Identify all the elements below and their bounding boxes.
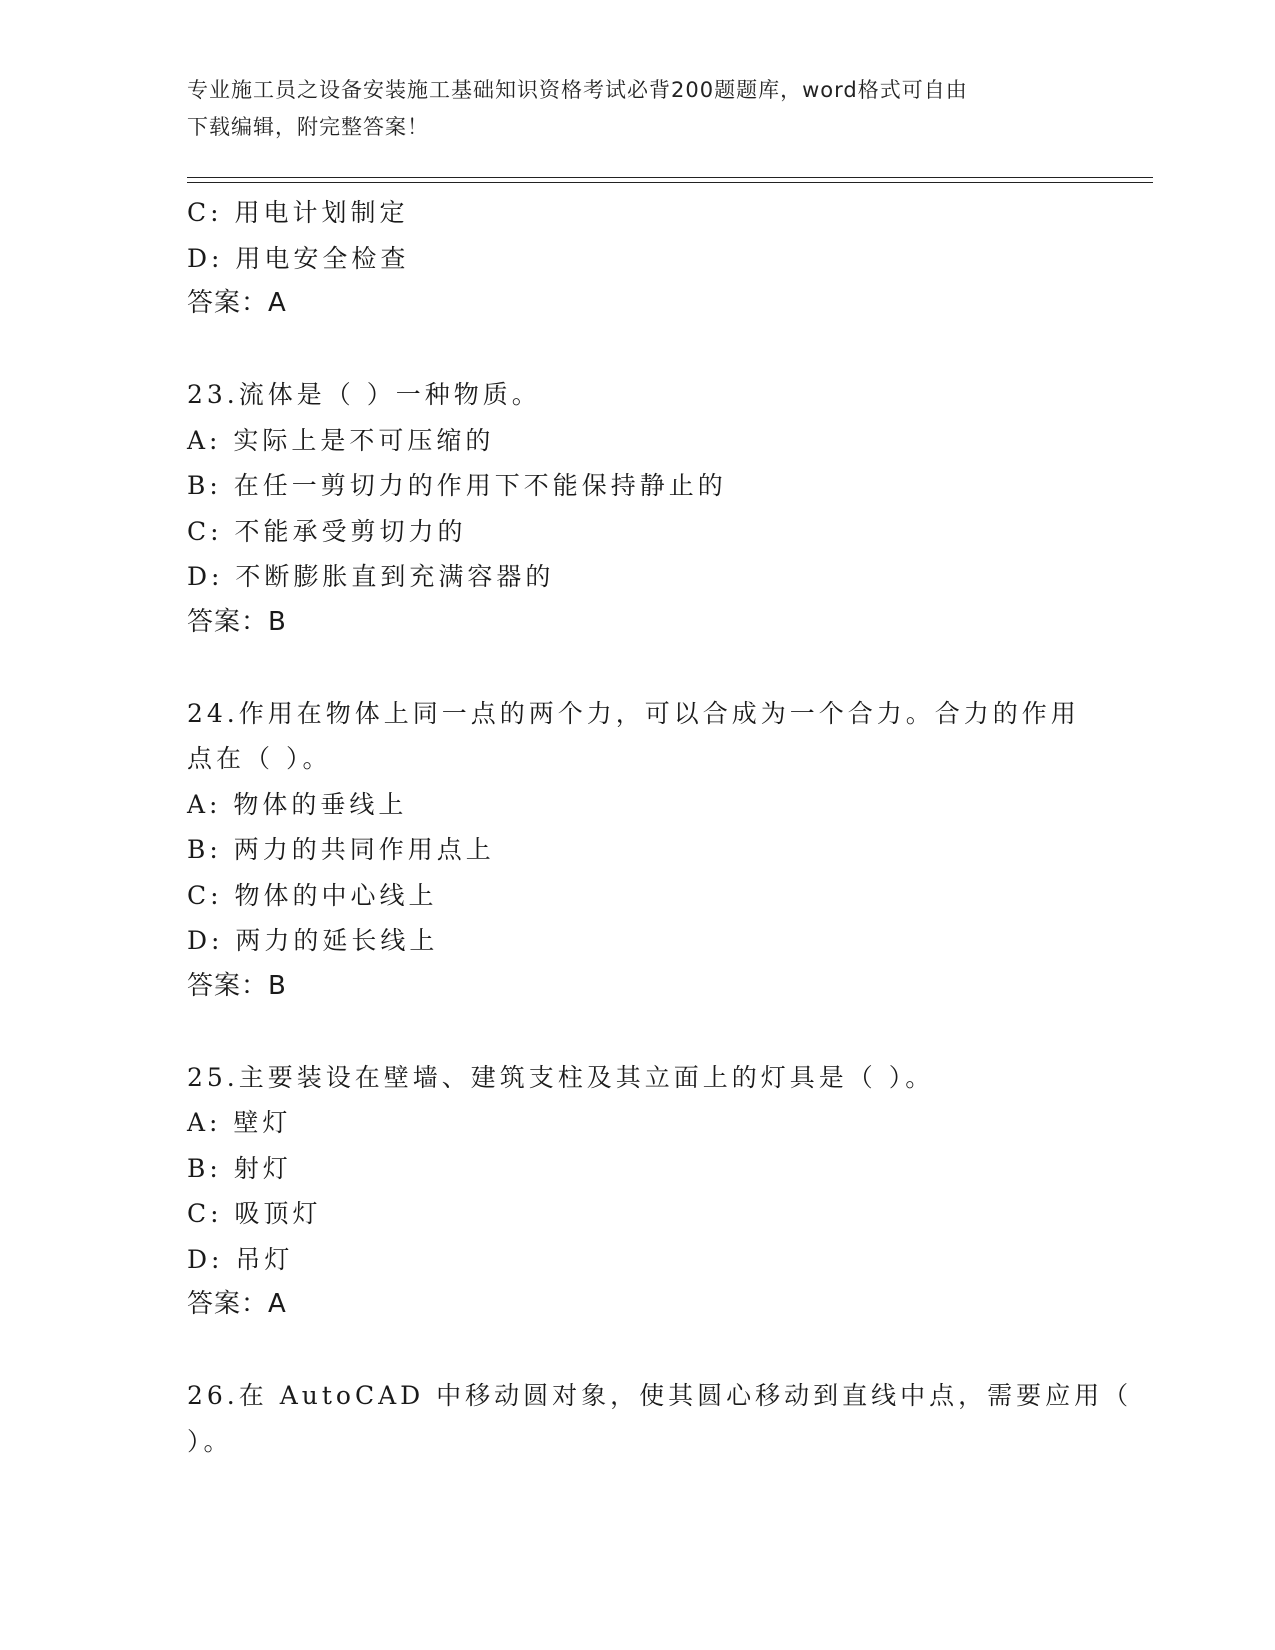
question-stem: 26.在 AutoCAD 中移动圆对象，使其圆心移动到直线中点，需要应用（ — [187, 1381, 1133, 1410]
question-list — [187, 190, 1133, 1464]
question-25 — [187, 1055, 1087, 1328]
option-c: C: 不能承受剪切力的 — [187, 516, 467, 546]
header-title-line-2: 下载编辑，附完整答案！ — [187, 115, 429, 139]
option-d: D: 吊灯 — [187, 1244, 294, 1274]
answer-line: 答案：A — [187, 288, 287, 318]
option-c: C: 物体的中心线上 — [187, 880, 438, 910]
option-c: C: 吸顶灯 — [187, 1199, 322, 1228]
question-stem-continued: ）。 — [187, 1426, 233, 1456]
question-22-continued — [187, 190, 1087, 327]
document-header — [187, 72, 1087, 146]
spacer — [187, 645, 1087, 691]
option-c: C: 用电计划制定 — [187, 198, 409, 227]
question-23 — [187, 372, 1087, 645]
question-stem-continued: 点在（ ）。 — [187, 744, 332, 773]
question-stem: 23.流体是（ ）一种物质。 — [187, 380, 541, 409]
answer-line: 答案：A — [187, 1289, 287, 1319]
option-a: A: 物体的垂线上 — [187, 789, 408, 819]
spacer — [187, 1328, 1087, 1374]
option-b: B: 射灯 — [187, 1153, 292, 1183]
question-stem: 24.作用在物体上同一点的两个力，可以合成为一个合力。合力的作用 — [187, 698, 1080, 728]
spacer — [187, 1009, 1087, 1055]
option-d: D: 两力的延长线上 — [187, 926, 439, 955]
option-d: D: 用电安全检查 — [187, 243, 410, 273]
question-26 — [187, 1373, 1133, 1464]
question-stem: 25.主要装设在壁墙、建筑支柱及其立面上的灯具是（ ）。 — [187, 1062, 935, 1092]
option-b: B: 两力的共同作用点上 — [187, 835, 495, 864]
answer-line: 答案：B — [187, 606, 287, 637]
spacer — [187, 327, 1087, 373]
option-a: A: 壁灯 — [187, 1108, 292, 1137]
header-divider-top — [187, 177, 1153, 178]
header-divider-bottom — [187, 182, 1153, 183]
answer-line: 答案：B — [187, 970, 287, 1001]
question-24 — [187, 691, 1087, 1010]
header-title-line-1: 专业施工员之设备安装施工基础知识资格考试必背200题题库，word格式可自由 — [187, 78, 968, 102]
option-a: A: 实际上是不可压缩的 — [187, 425, 495, 455]
option-d: D: 不断膨胀直到充满容器的 — [187, 562, 555, 591]
option-b: B: 在任一剪切力的作用下不能保持静止的 — [187, 471, 727, 500]
